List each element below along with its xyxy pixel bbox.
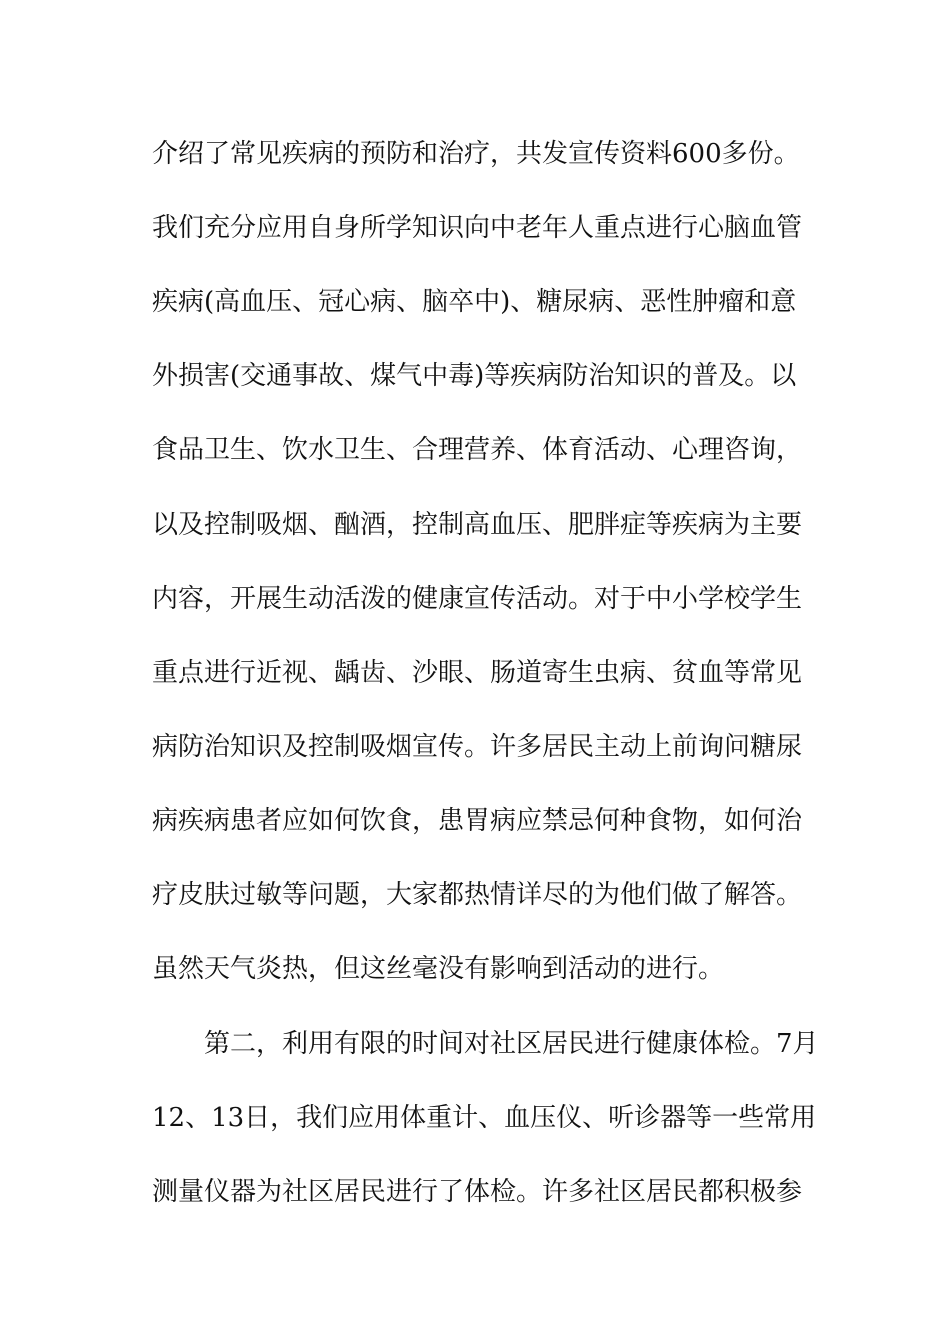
text-line-10: 病疾病患者应如何饮食，患胃病应禁忌何种食物，如何治 [152, 806, 803, 836]
text-line-3: 疾病(高血压、冠心病、脑卒中)、糖尿病、恶性肿瘤和意 [152, 287, 797, 317]
text-line-12: 虽然天气炎热，但这丝毫没有影响到活动的进行。 [152, 954, 725, 984]
text-line-8: 重点进行近视、龋齿、沙眼、肠道寄生虫病、贫血等常见 [152, 658, 803, 688]
text-line-14: 12、13日，我们应用体重计、血压仪、听诊器等一些常用 [152, 1103, 817, 1133]
text-line-4: 外损害(交通事故、煤气中毒)等疾病防治知识的普及。以 [152, 361, 797, 391]
text-line-6: 以及控制吸烟、酗酒，控制高血压、肥胖症等疾病为主要 [152, 510, 803, 540]
text-line-5: 食品卫生、饮水卫生、合理营养、体育活动、心理咨询， [152, 435, 803, 465]
text-line-11: 疗皮肤过敏等问题，大家都热情详尽的为他们做了解答。 [152, 880, 803, 910]
text-line-9: 病防治知识及控制吸烟宣传。许多居民主动上前询问糖尿 [152, 732, 803, 762]
text-line-1: 介绍了常见疾病的预防和治疗，共发宣传资料600多份。 [152, 139, 800, 169]
text-line-2: 我们充分应用自身所学知识向中老年人重点进行心脑血管 [152, 213, 803, 243]
text-line-15: 测量仪器为社区居民进行了体检。许多社区居民都积极参 [152, 1177, 803, 1207]
text-line-13-paragraph-start: 第二，利用有限的时间对社区居民进行健康体检。7月 [204, 1029, 819, 1059]
text-line-7: 内容，开展生动活泼的健康宣传活动。对于中小学校学生 [152, 584, 803, 614]
